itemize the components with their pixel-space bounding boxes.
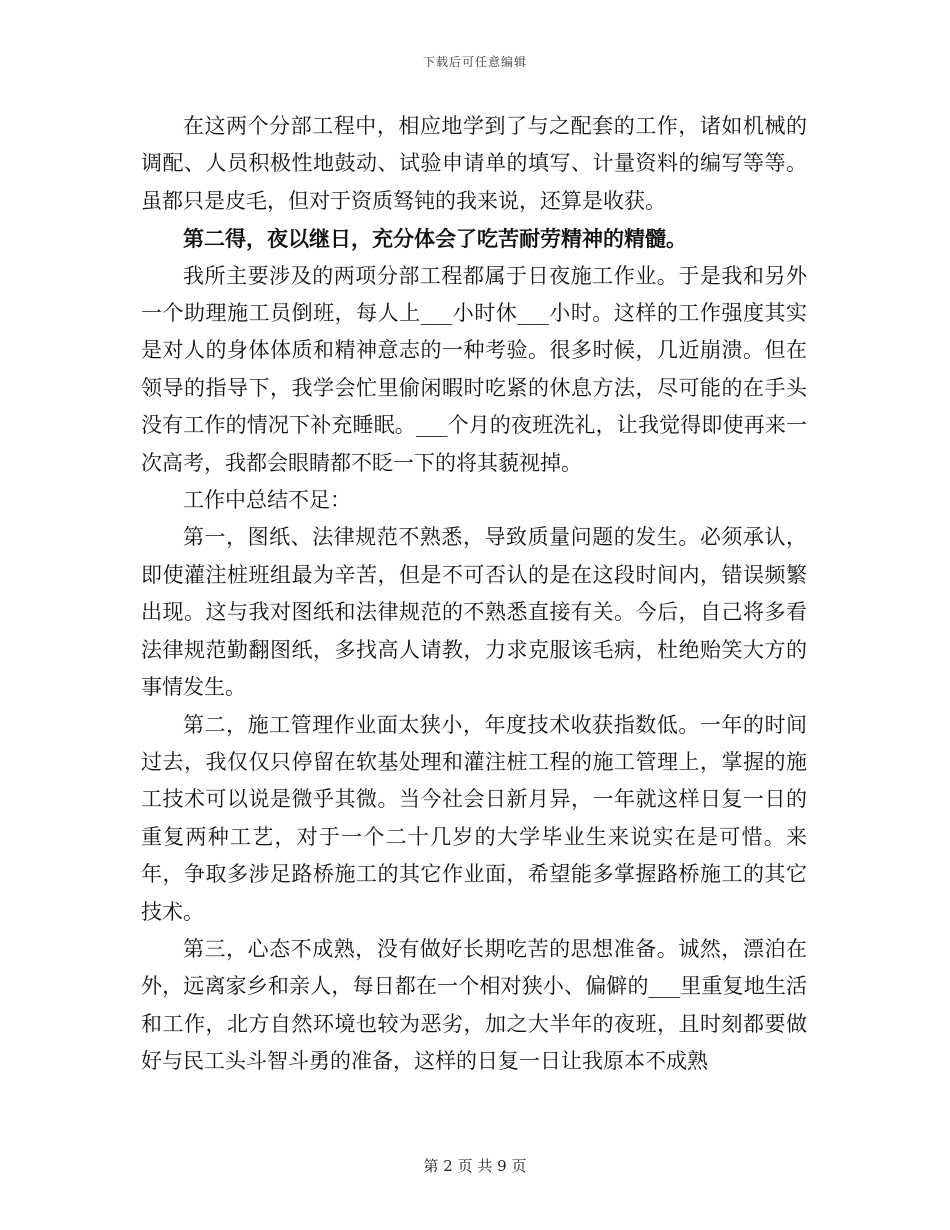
paragraph-1: 在这两个分部工程中，相应地学到了与之配套的工作，诸如机械的调配、人员积极性地鼓动、试验申请单的填写、计量资料的编写等等。虽都只是皮毛，但对于资质驽钝的我来说，还算是收获。 bbox=[141, 114, 807, 213]
paragraph-7: 第三，心态不成熟，没有做好长期吃苦的思想准备。诚然，漂泊在外，远离家乡和亲人，每日都在一个相对狭小、偏僻的___里重复地生活和工作，北方自然环境也较为恶劣，加之大半年的夜班，且时刻都要做好与民工头斗智斗勇的准备，这样的日复一日让我原本不成熟 bbox=[141, 936, 807, 1074]
paragraph-3: 我所主要涉及的两项分部工程都属于日夜施工作业。于是我和另外一个助理施工员倒班，每人上___小时休___小时。这样的工作强度其实是对人的身体体质和精神意志的一种考验。很多时候，几近崩溃。但在领导的指导下，我学会忙里偷闲暇时吃紧的休息方法，尽可能的在手头没有工作的情况下补充睡眠。___个月的夜班洗礼，让我觉得即使再来一次高考，我都会眼睛都不眨一下的将其藐视掉。 bbox=[141, 263, 807, 475]
document-body bbox=[141, 108, 807, 1081]
paragraph-2-heading: 第二得，夜以继日，充分体会了吃苦耐劳精神的精髓。 bbox=[183, 226, 687, 252]
paragraph-5: 第一，图纸、法律规范不熟悉，导致质量问题的发生。必须承认，即使灌注桩班组最为辛苦，但是不可否认的是在这段时间内，错误频繁出现。这与我对图纸和法律规范的不熟悉直接有关。今后，自己将多看法律规范勤翻图纸，多找高人请教，力求克服该毛病，杜绝贻笑大方的事情发生。 bbox=[141, 525, 807, 700]
page-footer: 第 2 页 共 9 页 bbox=[423, 1157, 527, 1175]
paragraph-6: 第二，施工管理作业面太狭小，年度技术收获指数低。一年的时间过去，我仅仅只停留在软基处理和灌注桩工程的施工管理上，掌握的施工技术可以说是微乎其微。当今社会日新月异，一年就这样日复一日的重复两种工艺，对于一个二十几岁的大学毕业生来说实在是可惜。来年，争取多涉足路桥施工的其它作业面，希望能多掌握路桥施工的其它技术。 bbox=[141, 712, 807, 924]
paragraph-4: 工作中总结不足： bbox=[183, 488, 351, 513]
header-note: 下载后可任意编辑 bbox=[422, 55, 527, 69]
